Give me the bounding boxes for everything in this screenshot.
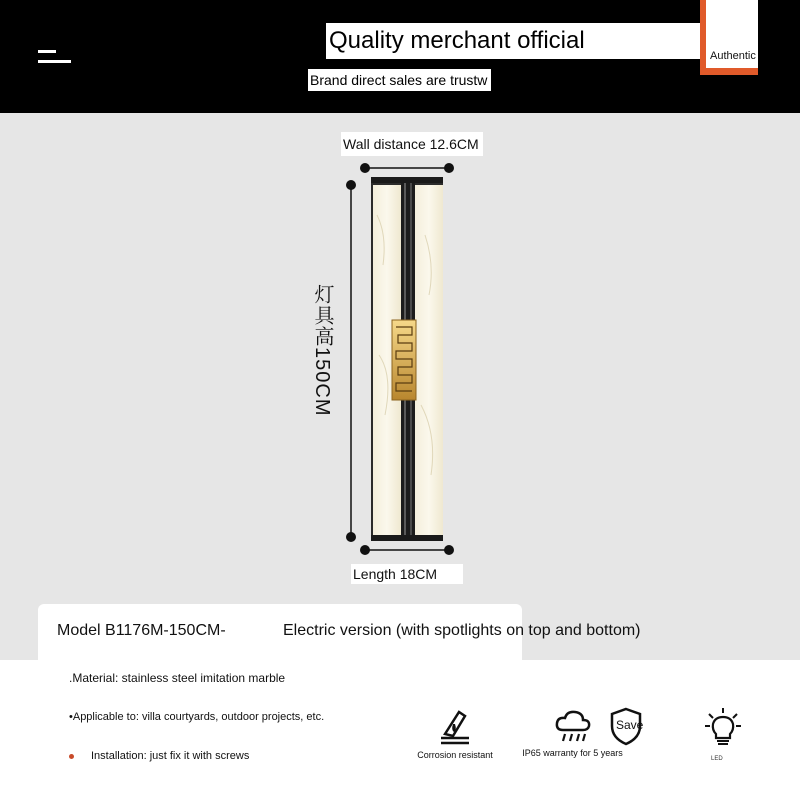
length-dimension-line <box>360 545 454 555</box>
model-version: Electric version (with spotlights on top and bottom) <box>283 622 641 639</box>
wall-distance-dimension-line <box>360 163 454 173</box>
height-label: 灯具高150CM <box>311 284 333 417</box>
led-label: LED <box>711 756 723 762</box>
feature-installation: Installation: just fix it with screws <box>91 750 250 762</box>
rain-cloud-icon <box>553 708 593 744</box>
corrosion-resistant-badge <box>410 706 500 760</box>
save-label: Save <box>616 718 644 732</box>
height-dimension-line <box>346 180 356 542</box>
menu-icon[interactable] <box>38 48 72 66</box>
light-bulb-icon <box>703 706 743 750</box>
bullet-dot <box>69 754 74 759</box>
authentic-badge-label: Authentic <box>710 50 756 62</box>
lamp-body <box>371 177 443 541</box>
led-badge <box>700 706 746 750</box>
page-subtitle: Brand direct sales are trustw <box>308 69 491 91</box>
page-title: Quality merchant official <box>326 23 749 59</box>
feature-material: .Material: stainless steel imitation marble <box>69 671 286 685</box>
corrosion-resistant-icon <box>435 706 475 746</box>
ip65-warranty-caption: IP65 warranty for 5 years <box>522 748 623 758</box>
feature-applicable: •Applicable to: villa courtyards, outdoor projects, etc. <box>69 711 325 723</box>
corrosion-resistant-caption: Corrosion resistant <box>417 750 493 760</box>
wall-distance-label: Wall distance 12.6CM <box>341 132 483 156</box>
model-name: Model B1176M-150CM- <box>57 622 226 639</box>
authentic-badge-panel <box>706 0 758 68</box>
wall-lamp-illustration <box>335 155 465 555</box>
length-label: Length 18CM <box>351 564 463 584</box>
